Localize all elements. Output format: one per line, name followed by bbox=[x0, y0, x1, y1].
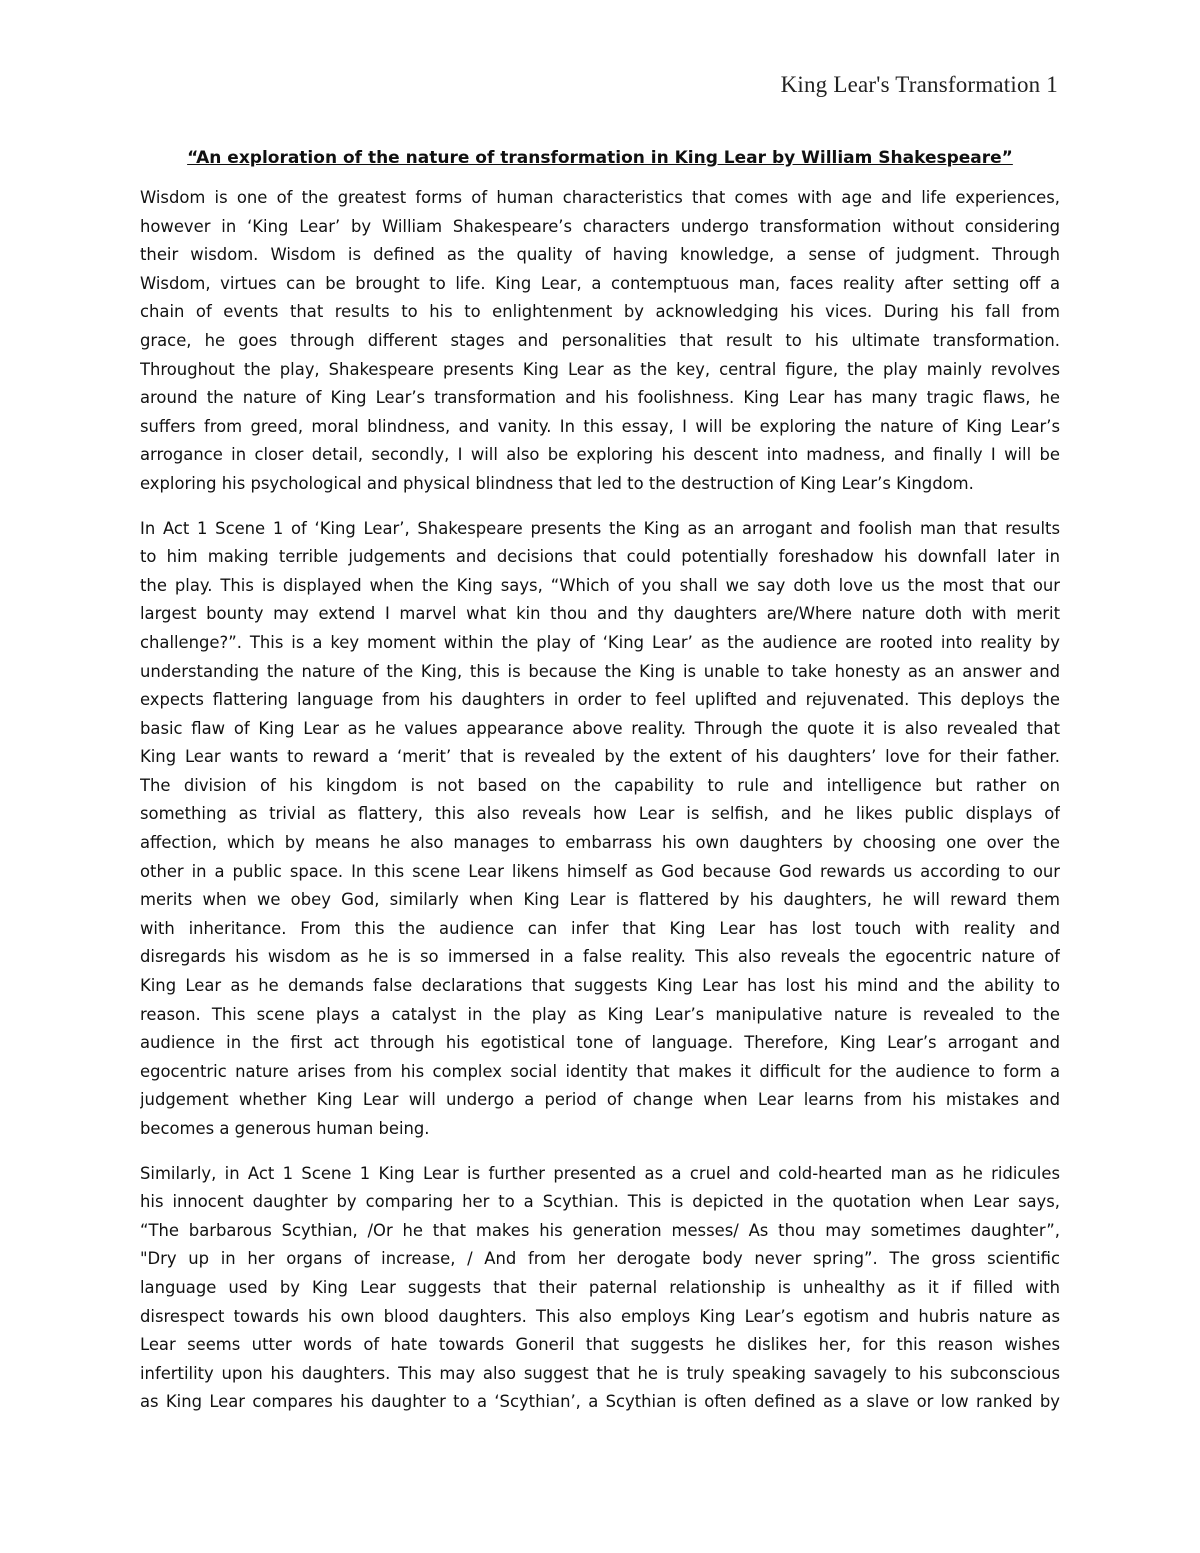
paragraph-line: King Lear wants to reward a ‘merit’ that is revealed by the extent of his daughters’ love for their father. bbox=[140, 747, 1060, 767]
paragraph-line: becomes a generous human being. bbox=[140, 1119, 430, 1138]
paragraph-line: affection, which by means he also manages to embarrass his own daughters by choosing one over the bbox=[140, 833, 1060, 853]
paragraph-line: Lear seems utter words of hate towards Goneril that suggests he dislikes her, for this reason wishes bbox=[140, 1335, 1060, 1355]
paragraph-line: understanding the nature of the King, this is because the King is unable to take honesty as an answer and bbox=[140, 661, 1060, 681]
paragraph-line: “The barbarous Scythian, /Or he that makes his generation messes/ As thou may sometimes daughter”, bbox=[140, 1220, 1060, 1240]
paragraph-line: reason. This scene plays a catalyst in the play as King Lear’s manipulative nature is revealed to the bbox=[140, 1004, 1060, 1024]
paragraph-line: expects flattering language from his daughters in order to feel uplifted and rejuvenated. This deploys the bbox=[140, 690, 1060, 710]
paragraph-line: arrogance in closer detail, secondly, I will also be exploring his descent into madness, and finally I will be bbox=[140, 445, 1060, 465]
paragraph-line: exploring his psychological and physical blindness that led to the destruction of King Lear’s Kingdom. bbox=[140, 473, 974, 493]
paragraph-line: chain of events that results to his to enlightenment by acknowledging his vices. During his fall from bbox=[140, 302, 1060, 322]
paragraph-line: judgement whether King Lear will undergo a period of change when Lear learns from his mistakes and bbox=[140, 1090, 1060, 1110]
paragraph-line: Wisdom, virtues can be brought to life. King Lear, a contemptuous man, faces reality after setting off a bbox=[140, 273, 1060, 293]
paragraph-line: as King Lear compares his daughter to a ‘Scythian’, a Scythian is often defined as a slave or low ranked by bbox=[140, 1392, 1060, 1412]
paragraph-line: "Dry up in her organs of increase, / And from her derogate body never spring”. The gross scientific bbox=[140, 1249, 1060, 1269]
paragraph-line: In Act 1 Scene 1 of ‘King Lear’, Shakespeare presents the King as an arrogant and foolish man that results bbox=[140, 518, 1060, 538]
paragraph-line: basic flaw of King Lear as he values appearance above reality. Through the quote it is also revealed that bbox=[140, 718, 1060, 738]
paragraph-line: Wisdom is one of the greatest forms of human characteristics that comes with age and life experiences, bbox=[140, 188, 1060, 207]
paragraph-line: infertility upon his daughters. This may also suggest that he is truly speaking savagely to his subconscious bbox=[140, 1363, 1060, 1383]
paragraph-line: his innocent daughter by comparing her to a Scythian. This is depicted in the quotation when Lear says, bbox=[140, 1192, 1060, 1212]
paragraph-line: suffers from greed, moral blindness, and vanity. In this essay, I will be exploring the nature of King Lear’s bbox=[140, 416, 1060, 436]
paragraph-line: Throughout the play, Shakespeare presents King Lear as the key, central figure, the play mainly revolves bbox=[140, 359, 1060, 379]
paragraph-line: disrespect towards his own blood daughters. This also employs King Lear’s egotism and hubris nature as bbox=[140, 1306, 1060, 1326]
paragraph-line: King Lear as he demands false declarations that suggests King Lear has lost his mind and the ability to bbox=[140, 976, 1060, 996]
paragraph-line: other in a public space. In this scene Lear likens himself as God because God rewards us according to our bbox=[140, 861, 1060, 881]
paragraph-line: merits when we obey God, similarly when King Lear is flattered by his daughters, he will reward them bbox=[140, 890, 1060, 910]
paragraph-line: their wisdom. Wisdom is defined as the quality of having knowledge, a sense of judgment. Through bbox=[140, 245, 1060, 265]
paragraph-line: Similarly, in Act 1 Scene 1 King Lear is further presented as a cruel and cold-hearted man as he ridicules bbox=[140, 1163, 1060, 1183]
paragraph-line: the play. This is displayed when the King says, “Which of you shall we say doth love us the most that our bbox=[140, 575, 1060, 595]
paragraph-line: language used by King Lear suggests that their paternal relationship is unhealthy as it if filled with bbox=[140, 1277, 1060, 1297]
paragraph-act-1-arrogance bbox=[140, 515, 1060, 1144]
paragraph-line: with inheritance. From this the audience can infer that King Lear has lost touch with reality and bbox=[140, 918, 1060, 938]
paragraph-line: to him making terrible judgements and decisions that could potentially foreshadow his downfall later in bbox=[140, 547, 1060, 567]
paragraph-line: largest bounty may extend I marvel what kin thou and thy daughters are/Where nature doth with merit bbox=[140, 604, 1060, 624]
paragraph-line: grace, he goes through different stages and personalities that result to his ultimate transformation. bbox=[140, 330, 1060, 350]
running-header: King Lear's Transformation 1 bbox=[780, 72, 1058, 97]
paragraph-introduction bbox=[140, 184, 1060, 499]
paragraph-line: The division of his kingdom is not based on the capability to rule and intelligence but rather on bbox=[140, 775, 1060, 795]
paragraph-line: around the nature of King Lear’s transformation and his foolishness. King Lear has many tragic flaws, he bbox=[140, 388, 1060, 408]
paragraph-line: disregards his wisdom as he is so immersed in a false reality. This also reveals the egocentric nature of bbox=[140, 947, 1060, 967]
paragraph-line: however in ‘King Lear’ by William Shakespeare’s characters undergo transformation without considering bbox=[140, 216, 1060, 236]
paragraph-act-1-cruelty bbox=[140, 1160, 1060, 1417]
paragraph-line: audience in the first act through his egotistical tone of language. Therefore, King Lear’s arrogant and bbox=[140, 1033, 1060, 1053]
paragraph-line: something as trivial as flattery, this also reveals how Lear is selfish, and he likes public displays of bbox=[140, 804, 1060, 824]
paragraph-line: challenge?”. This is a key moment within the play of ‘King Lear’ as the audience are rooted into reality by bbox=[140, 632, 1060, 652]
essay-body bbox=[140, 140, 1060, 1433]
paragraph-line: egocentric nature arises from his complex social identity that makes it difficult for the audience to form a bbox=[140, 1061, 1060, 1081]
essay-title: “An exploration of the nature of transformation in King Lear by William Shakespeare” bbox=[187, 148, 1013, 168]
